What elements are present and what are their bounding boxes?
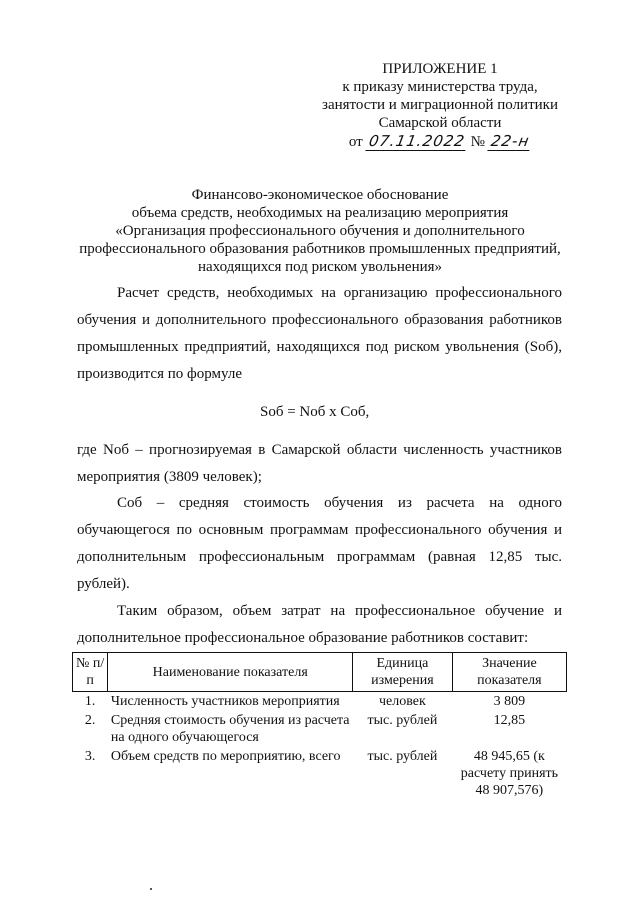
paragraph-n-definition: где Nоб – прогнозируемая в Самарской области численность участников мероприятия (3809 человек); xyxy=(77,442,562,485)
from-label: от xyxy=(348,134,363,150)
paragraph-c-definition: Cоб – средняя стоимость обучения из расчета на одного обучающегося по основным программам профессионального обучения и дополнительным профессиональным программам (равная 12,85 тыс. рублей). xyxy=(77,495,562,592)
document-title xyxy=(60,186,580,276)
formula: Sоб = Nоб x Cоб, xyxy=(260,404,370,420)
row-value: 3 809 xyxy=(493,694,526,709)
row-name: Средняя стоимость обучения из расчета на одного обучающегося xyxy=(110,713,350,745)
title-line: находящихся под риском увольнения» xyxy=(197,259,443,275)
title-line: объема средств, необходимых на реализацию мероприятия xyxy=(131,205,509,221)
row-name: Численность участников мероприятия xyxy=(110,694,340,709)
row-unit: тыс. рублей xyxy=(367,749,438,764)
paragraph-calculation: Расчет средств, необходимых на организацию профессионального обучения и дополнительного профессионального образования работников промышленных предприятий, находящихся под риском увольнения (Sоб), производится по формуле xyxy=(77,285,562,382)
appendix-ministry-line: занятости и миграционной политики xyxy=(322,97,558,113)
handwritten-date: 07.11.2022 xyxy=(365,132,468,151)
table-header-row xyxy=(73,653,567,692)
appendix-date-line xyxy=(300,132,580,151)
appendix-title: ПРИЛОЖЕНИЕ 1 xyxy=(382,61,498,77)
title-line: Финансово-экономическое обоснование xyxy=(191,187,449,203)
header-name: Наименование показателя xyxy=(108,653,353,692)
row-value: 12,85 xyxy=(493,713,526,728)
header-num: № п/п xyxy=(73,653,108,692)
appendix-header xyxy=(300,60,580,151)
row-unit: тыс. рублей xyxy=(367,713,438,728)
row-num: 1. xyxy=(84,694,96,709)
paragraph-conclusion: Таким образом, объем затрат на профессиональное обучение и дополнительное профессиональное образование работников составит: xyxy=(77,603,562,646)
title-line: «Организация профессионального обучения и дополнительного xyxy=(115,223,525,239)
indicator-table xyxy=(72,652,567,800)
header-value: Значение показателя xyxy=(452,653,566,692)
row-unit: человек xyxy=(379,694,426,709)
title-line: профессионального образования работников промышленных предприятий, xyxy=(79,241,561,257)
row-num: 2. xyxy=(84,713,96,728)
row-num: 3. xyxy=(84,749,96,764)
appendix-region-line: Самарской области xyxy=(378,115,502,131)
scan-speck xyxy=(150,888,152,890)
table-row xyxy=(73,711,567,747)
table-row xyxy=(73,692,567,712)
row-name: Объем средств по мероприятию, всего xyxy=(110,749,341,764)
handwritten-number: 22-н xyxy=(487,132,533,151)
row-value: 48 945,65 (к расчету принять 48 907,576) xyxy=(460,749,559,798)
table-row xyxy=(73,747,567,800)
number-label: № xyxy=(470,134,485,150)
appendix-order-line: к приказу министерства труда, xyxy=(342,79,538,95)
header-unit: Единица измерения xyxy=(353,653,453,692)
